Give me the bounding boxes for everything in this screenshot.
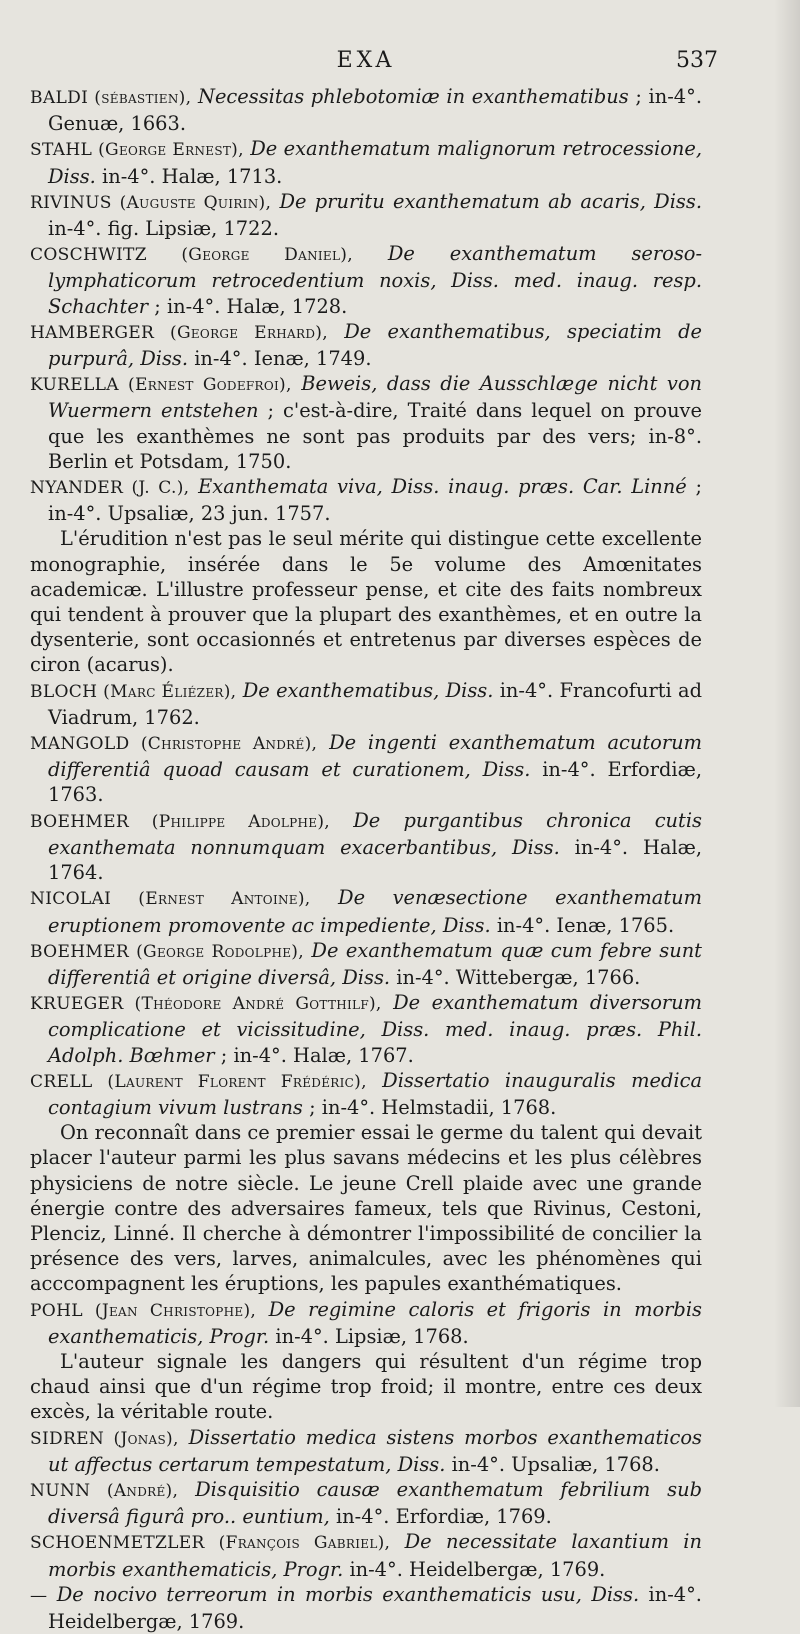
entry-title: Beweis, dass die Ausschlæge nicht von Wuermern entstehen: [48, 372, 703, 423]
entry-title: De pruritu exanthematum ab acaris, Diss.: [279, 189, 702, 213]
bibliography-group: [30, 1425, 702, 1634]
running-head-title: EXA: [336, 48, 396, 73]
commentary-paragraph: L'auteur signale les dangers qui résultent d'un régime trop chaud ainsi que d'un régime trop froid; il montre, entre ces deux excès, la véritable route.: [30, 1349, 702, 1424]
bibliography-entry: [30, 1425, 702, 1477]
bibliography-group: [30, 1297, 702, 1349]
entry-publication: in-4°. Lipsiæ, 1768.: [275, 1324, 469, 1348]
entry-publication: in-4°. Halæ, 1713.: [102, 164, 283, 188]
entry-title: Necessitas phlebotomiæ in exanthematibus: [197, 85, 629, 108]
entry-author: POHL (Jean Christophe),: [30, 1300, 257, 1321]
entry-author: COSCHWITZ (George Daniel),: [30, 245, 353, 266]
entry-title: Dissertatio medica sistens morbos exanthematicos ut affectus certarum tempestatum, Diss.: [48, 1425, 702, 1476]
bibliography-entry: [30, 474, 702, 526]
bibliography-entry: [30, 136, 702, 188]
entry-publication: in-4°. Ienæ, 1749.: [194, 347, 372, 371]
entry-author: RIVINUS (Auguste Quirin),: [30, 192, 272, 213]
bibliography-entry: [30, 808, 702, 886]
entry-title: De venæsectione exanthematum eruptionem promovente ac impediente, Diss.: [48, 886, 702, 937]
page-body: [30, 84, 702, 1634]
entry-publication: in-4°. Upsaliæ, 1768.: [451, 1452, 660, 1476]
entry-author: NYANDER (J. C.),: [30, 478, 190, 499]
entry-publication: in-4°. Heidelbergæ, 1769.: [349, 1557, 606, 1581]
entry-publication: in-4°. Ienæ, 1765.: [496, 913, 675, 937]
entry-title: De exanthematibus, Diss.: [242, 678, 494, 702]
bibliography-entry: [30, 241, 702, 319]
entry-author: SIDREN (Jonas),: [30, 1428, 179, 1449]
entry-title: Disquisitio causæ exanthematum febrilium sub diversâ figurâ pro.. euntium,: [48, 1477, 702, 1529]
entry-publication: in-4°. Halæ, 1764.: [48, 835, 703, 885]
entry-author: —: [30, 1585, 48, 1606]
entry-author: BALDI (sébastien),: [30, 88, 192, 108]
bibliography-entry: [30, 678, 702, 730]
entry-author: SCHOENMETZLER (François Gabriel),: [30, 1533, 391, 1554]
entry-title: De regimine caloris et frigoris in morbis exanthematicis, Progr.: [48, 1297, 702, 1348]
bibliography-group: [30, 84, 702, 526]
bibliography-entry: [30, 885, 702, 937]
bibliography-entry: [30, 1068, 702, 1120]
bibliography-entry: [30, 189, 702, 241]
entry-author: BOEHMER (George Rodolphe),: [30, 941, 304, 962]
commentary-paragraph: On reconnaît dans ce premier essai le germe du talent qui devait placer l'auteur parmi les plus savans médecins et les plus célèbres physiciens de notre siècle. Le jeune Crell plaide avec une grande énergie contre des adversaires fameux, tels que Rivinus, Cestoni, Plenciz, Linné. Il cherche à démontrer l'impossibilité de concilier la présence des vers, larves, animalcules, avec les phénomènes qui acccompagnent les éruptions, les papules exanthématiques.: [30, 1121, 702, 1296]
entry-title: Dissertatio inauguralis medica contagium vivum lustrans: [48, 1068, 703, 1119]
entry-author: HAMBERGER (George Erhard),: [30, 322, 328, 343]
entry-publication: in-4°. Erfordiæ, 1763.: [48, 758, 703, 807]
entry-title: De necessitate laxantium in morbis exanthematicis, Progr.: [48, 1530, 702, 1581]
entry-title: De exanthematum quæ cum febre sunt differentiâ et origine diversâ, Diss.: [48, 938, 702, 989]
entry-author: MANGOLD (Christophe André),: [30, 734, 318, 755]
bibliography-entry: [30, 990, 702, 1068]
entry-publication: ; in-4°. Halæ, 1728.: [154, 294, 348, 318]
entry-publication: in-4°. Heidelbergæ, 1769.: [48, 1582, 702, 1633]
entry-publication: ; in-4°. Upsaliæ, 23 jun. 1757.: [48, 475, 703, 526]
entry-title: De exanthematum malignorum retrocessione, Diss.: [48, 137, 702, 188]
entry-title: De exanthematum diversorum complicatione et vicissitudine, Diss. med. inaug. præs. Phil. Adolph. Bœhmer: [48, 991, 703, 1067]
entry-publication: ; in-4°. Halæ, 1767.: [220, 1043, 414, 1067]
bibliography-entry: [30, 1297, 702, 1349]
page-number: 537: [676, 48, 718, 73]
entry-publication: in-4°. fig. Lipsiæ, 1722.: [48, 217, 279, 241]
bibliography-entry: [30, 1529, 702, 1581]
bibliography-entry: [30, 1477, 702, 1529]
bibliography-group: [30, 678, 702, 1120]
commentary-paragraph: L'érudition n'est pas le seul mérite qui distingue cette excellente monographie, insérée dans le 5e volume des Amœnitates academicæ. L'illustre professeur pense, et cite des faits nombreux qui tendent à prouver que la plupart des exanthèmes, et en outre la dysenterie, sont occasionnés et entretenus par diverses espèces de ciron (acarus).: [30, 527, 702, 677]
entry-title: De purgantibus chronica cutis exanthemata nonnumquam exacerbantibus, Diss.: [48, 808, 702, 859]
entry-author: STAHL (George Ernest),: [30, 140, 244, 161]
entry-publication: in-4°. Wittebergæ, 1766.: [396, 965, 641, 989]
entry-publication: ; c'est-à-dire, Traité dans lequel on prouve que les exanthèmes ne sont pas produits par des vers; in-8°. Berlin et Potsdam, 1750.: [48, 399, 702, 473]
bibliography-entry: [30, 938, 702, 990]
entry-author: NICOLAI (Ernest Antoine),: [30, 889, 311, 910]
entry-publication: in-4°. Erfordiæ, 1769.: [335, 1505, 552, 1529]
entry-author: CRELL (Laurent Florent Frédéric),: [30, 1071, 367, 1092]
bibliography-entry: [30, 1582, 702, 1634]
entry-title: Exanthemata viva, Diss. inaug. præs. Car. Linné: [198, 475, 687, 499]
entry-author: KURELLA (Ernest Godefroi),: [30, 375, 292, 396]
bibliography-entry: [30, 730, 702, 808]
bibliography-entry: [30, 84, 702, 136]
entry-title: De ingenti exanthematum acutorum differentiâ quoad causam et curationem, Diss.: [48, 731, 702, 782]
entry-author: KRUEGER (Théodore André Gotthilf),: [30, 994, 382, 1015]
entry-author: NUNN (André),: [30, 1480, 179, 1501]
entry-title: De exanthematibus, speciatim de purpurâ, Diss.: [48, 319, 702, 371]
bibliography-entry: [30, 371, 702, 474]
bibliography-entry: [30, 319, 702, 371]
entry-publication: ; in-4°. Genuæ, 1663.: [48, 85, 702, 136]
entry-title: De exanthematum seroso-lymphaticorum retrocedentium noxis, Diss. med. inaug. resp. Schachter: [48, 242, 702, 318]
entry-title: De nocivo terreorum in morbis exanthematicis usu, Diss.: [56, 1582, 640, 1606]
entry-author: BOEHMER (Philippe Adolphe),: [30, 811, 331, 832]
entry-author: BLOCH (Marc Éliézer),: [30, 681, 237, 702]
running-head: [30, 48, 718, 80]
entry-publication: ; in-4°. Helmstadii, 1768.: [309, 1095, 557, 1119]
entry-publication: in-4°. Francofurti ad Viadrum, 1762.: [48, 678, 703, 729]
